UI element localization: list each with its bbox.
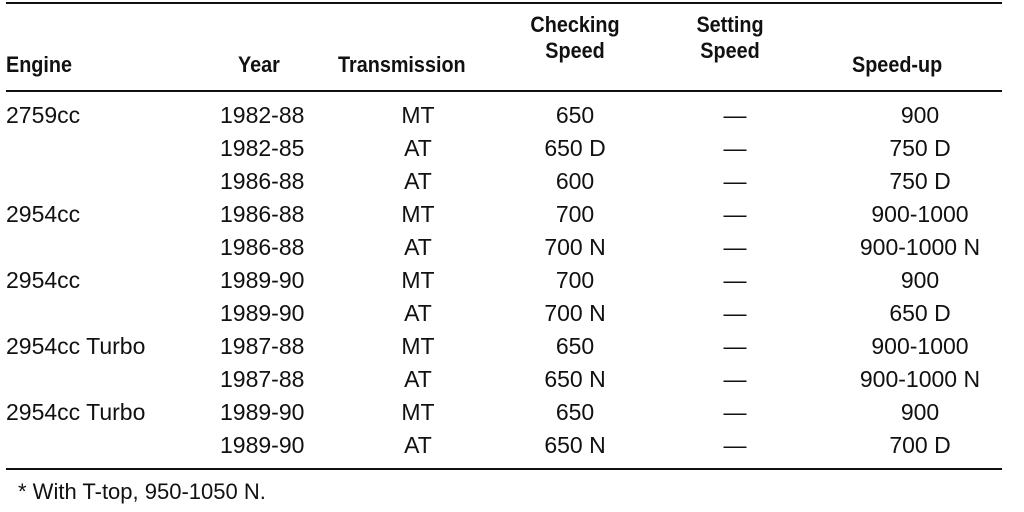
table-row [0,364,1024,397]
cell-year: 1986-88 [220,201,305,227]
table-row [0,100,1024,133]
cell-transmission: AT [404,300,432,326]
cell-setting-speed: — [723,201,747,227]
cell-checking-speed: 650 N [544,432,606,458]
cell-speed-up: 900 [900,399,940,425]
cell-speed-up: 900 [900,267,940,293]
header-year: Year [238,52,280,77]
cell-setting-speed: — [723,333,747,359]
header-speed-up: Speed-up [852,52,943,77]
cell-transmission: MT [401,201,435,227]
cell-speed-up: 750 D [889,168,951,194]
cell-engine: 2954cc [6,201,81,227]
cell-transmission: AT [404,234,432,260]
cell-setting-speed: — [723,135,747,161]
cell-year: 1989-90 [220,432,305,458]
footnote: * With T-top, 950-1050 N. [18,479,266,504]
cell-setting-speed: — [723,366,747,392]
table-row [0,166,1024,199]
table-row [0,298,1024,331]
cell-engine: 2954cc [6,267,81,293]
cell-checking-speed: 650 [555,399,595,425]
header-setting-speed [672,12,789,64]
header-transmission: Transmission [338,52,466,77]
header-setting-speed-line2: Speed [700,38,760,63]
cell-transmission: AT [404,432,432,458]
cell-transmission: AT [404,168,432,194]
cell-year: 1987-88 [220,333,305,359]
table-row [0,397,1024,430]
table-row [0,331,1024,364]
cell-year: 1982-85 [220,135,305,161]
cell-checking-speed: 700 [555,201,595,227]
cell-speed-up: 650 D [889,300,951,326]
cell-speed-up: 900-1000 N [859,366,981,392]
cell-year: 1986-88 [220,168,305,194]
cell-setting-speed: — [723,234,747,260]
header-checking-speed-line2: Speed [545,38,605,63]
cell-transmission: MT [401,399,435,425]
cell-checking-speed: 700 N [544,234,606,260]
cell-engine: 2954cc Turbo [6,333,146,359]
cell-year: 1989-90 [220,267,305,293]
cell-engine: 2759cc [6,102,81,128]
cell-year: 1986-88 [220,234,305,260]
table-row [0,265,1024,298]
cell-transmission: MT [401,267,435,293]
cell-checking-speed: 700 N [544,300,606,326]
header-checking-speed [512,12,638,64]
cell-speed-up: 900-1000 N [859,234,981,260]
cell-year: 1989-90 [220,300,305,326]
table-row [0,232,1024,265]
cell-transmission: MT [401,102,435,128]
cell-year: 1982-88 [220,102,305,128]
cell-speed-up: 900-1000 [871,201,969,227]
cell-setting-speed: — [723,432,747,458]
cell-setting-speed: — [723,102,747,128]
header-setting-speed-line1: Setting [696,12,764,37]
cell-checking-speed: 600 [555,168,595,194]
cell-setting-speed: — [723,399,747,425]
cell-transmission: AT [404,135,432,161]
table-row [0,199,1024,232]
cell-checking-speed: 650 [555,333,595,359]
cell-checking-speed: 650 [555,102,595,128]
table-row [0,430,1024,463]
cell-speed-up: 700 D [889,432,951,458]
cell-year: 1989-90 [220,399,305,425]
cell-setting-speed: — [723,168,747,194]
cell-checking-speed: 650 D [544,135,606,161]
cell-checking-speed: 650 N [544,366,606,392]
bottom-rule [6,468,1002,470]
cell-transmission: AT [404,366,432,392]
cell-transmission: MT [401,333,435,359]
cell-setting-speed: — [723,267,747,293]
cell-year: 1987-88 [220,366,305,392]
table-row [0,133,1024,166]
header-engine: Engine [6,52,73,77]
cell-engine: 2954cc Turbo [6,399,146,425]
cell-speed-up: 900 [900,102,940,128]
cell-setting-speed: — [723,300,747,326]
cell-checking-speed: 700 [555,267,595,293]
cell-speed-up: 900-1000 [871,333,969,359]
header-checking-speed-line1: Checking [530,12,620,37]
header-rule [6,90,1002,92]
cell-speed-up: 750 D [889,135,951,161]
top-rule [6,2,1002,4]
